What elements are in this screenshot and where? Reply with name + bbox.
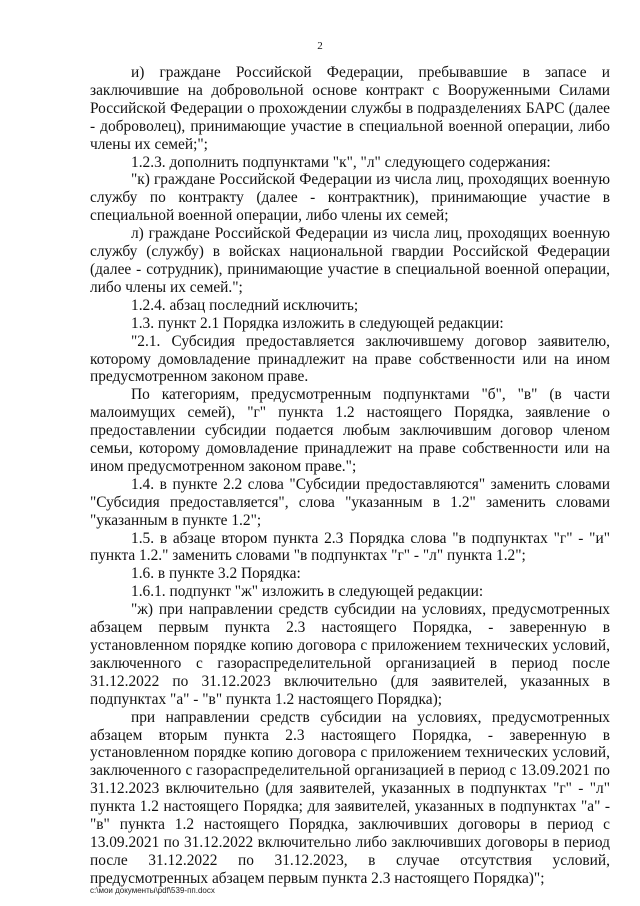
paragraph: 1.4. в пункте 2.2 слова "Субсидии предоставляются" заменить словами "Субсидия предоставляется", слова "указанным в 1.2" заменить словами "указанным в пункте 1.2"; [90,475,610,529]
page-number: 2 [317,40,323,52]
paragraph: "ж) при направлении средств субсидии на условиях, предусмотренных абзацем первым пункта 2.3 настоящего Порядка, - заверенную в установленном порядке копию договора с приложением технических условий, заключенного с газораспределительной организацией в период после 31.12.2022 по 31.12.2023 включительно (для заявителей, указанных в подпунктах "а" - "в" пункта 1.2 настоящего Порядка); [90,601,610,708]
paragraph: 1.6.1. подпункт "ж" изложить в следующей редакции: [131,583,484,601]
paragraph: при направлении средств субсидии на условиях, предусмотренных абзацем вторым пункта 2.3 настоящего Порядка, - заверенную в установленном порядке копию договора с приложением технических условий, заключенного с газораспределительной организацией в период с 13.09.2021 по 31.12.2023 включительно (для заявителей, указанных в подпунктах "г" - "л" пункта 1.2 настоящего Порядка; для заявителей, указанных в подпунктах "а" - "в" пункта 1.2 настоящего Порядка, заключивших договоры в период с 13.09.2021 по 31.12.2022 включительно либо заключивших договоры в период после 31.12.2022 по 31.12.2023, в случае отсутствия условий, предусмотренных абзацем первым пункта 2.3 настоящего Порядка)"; [90,708,610,887]
paragraph: "2.1. Субсидия предоставляется заключившему договор заявителю, которому домовладение принадлежит на праве собственности или на ином предусмотренном законом праве. [90,332,610,386]
footer-file-path: c:\мои документы\pdf\539-пп.docx [90,886,215,895]
paragraph: 1.6. в пункте 3.2 Порядка: [131,565,301,583]
paragraph: 1.5. в абзаце втором пункта 2.3 Порядка слова "в подпунктах "г" - "и" пункта 1.2." заменить словами "в подпунктах "г" - "л" пункта 1.2"; [90,529,610,565]
paragraph: 1.3. пункт 2.1 Порядка изложить в следующей редакции: [131,314,504,332]
paragraph: 1.2.3. дополнить подпунктами "к", "л" следующего содержания: [131,153,551,171]
paragraph: "к) граждане Российской Федерации из числа лиц, проходящих военную службу по контракту (далее - контрактник), принимающие участие в специальной военной операции, либо члены их семей; [90,171,610,225]
paragraph: 1.2.4. абзац последний исключить; [131,296,359,314]
paragraph: и) граждане Российской Федерации, пребывавшие в запасе и заключившие на добровольной основе контракт с Вооруженными Силами Российской Федерации о прохождении службы в подразделениях БАРС (далее - доброволец), принимающие участие в специальной военной операции, либо члены их семей;"; [90,64,610,153]
document-body [90,64,610,888]
paragraph: По категориям, предусмотренным подпунктами "б", "в" (в части малоимущих семей), "г" пункта 1.2 настоящего Порядка, заявление о предоставлении субсидии подается любым заключившим договор членом семьи, которому домовладение принадлежит на праве собственности или на ином предусмотренном законом праве."; [90,386,610,475]
paragraph: л) граждане Российской Федерации из числа лиц, проходящих военную службу (службу) в войсках национальной гвардии Российской Федерации (далее - сотрудник), принимающие участие в специальной военной операции, либо члены их семей."; [90,225,610,296]
